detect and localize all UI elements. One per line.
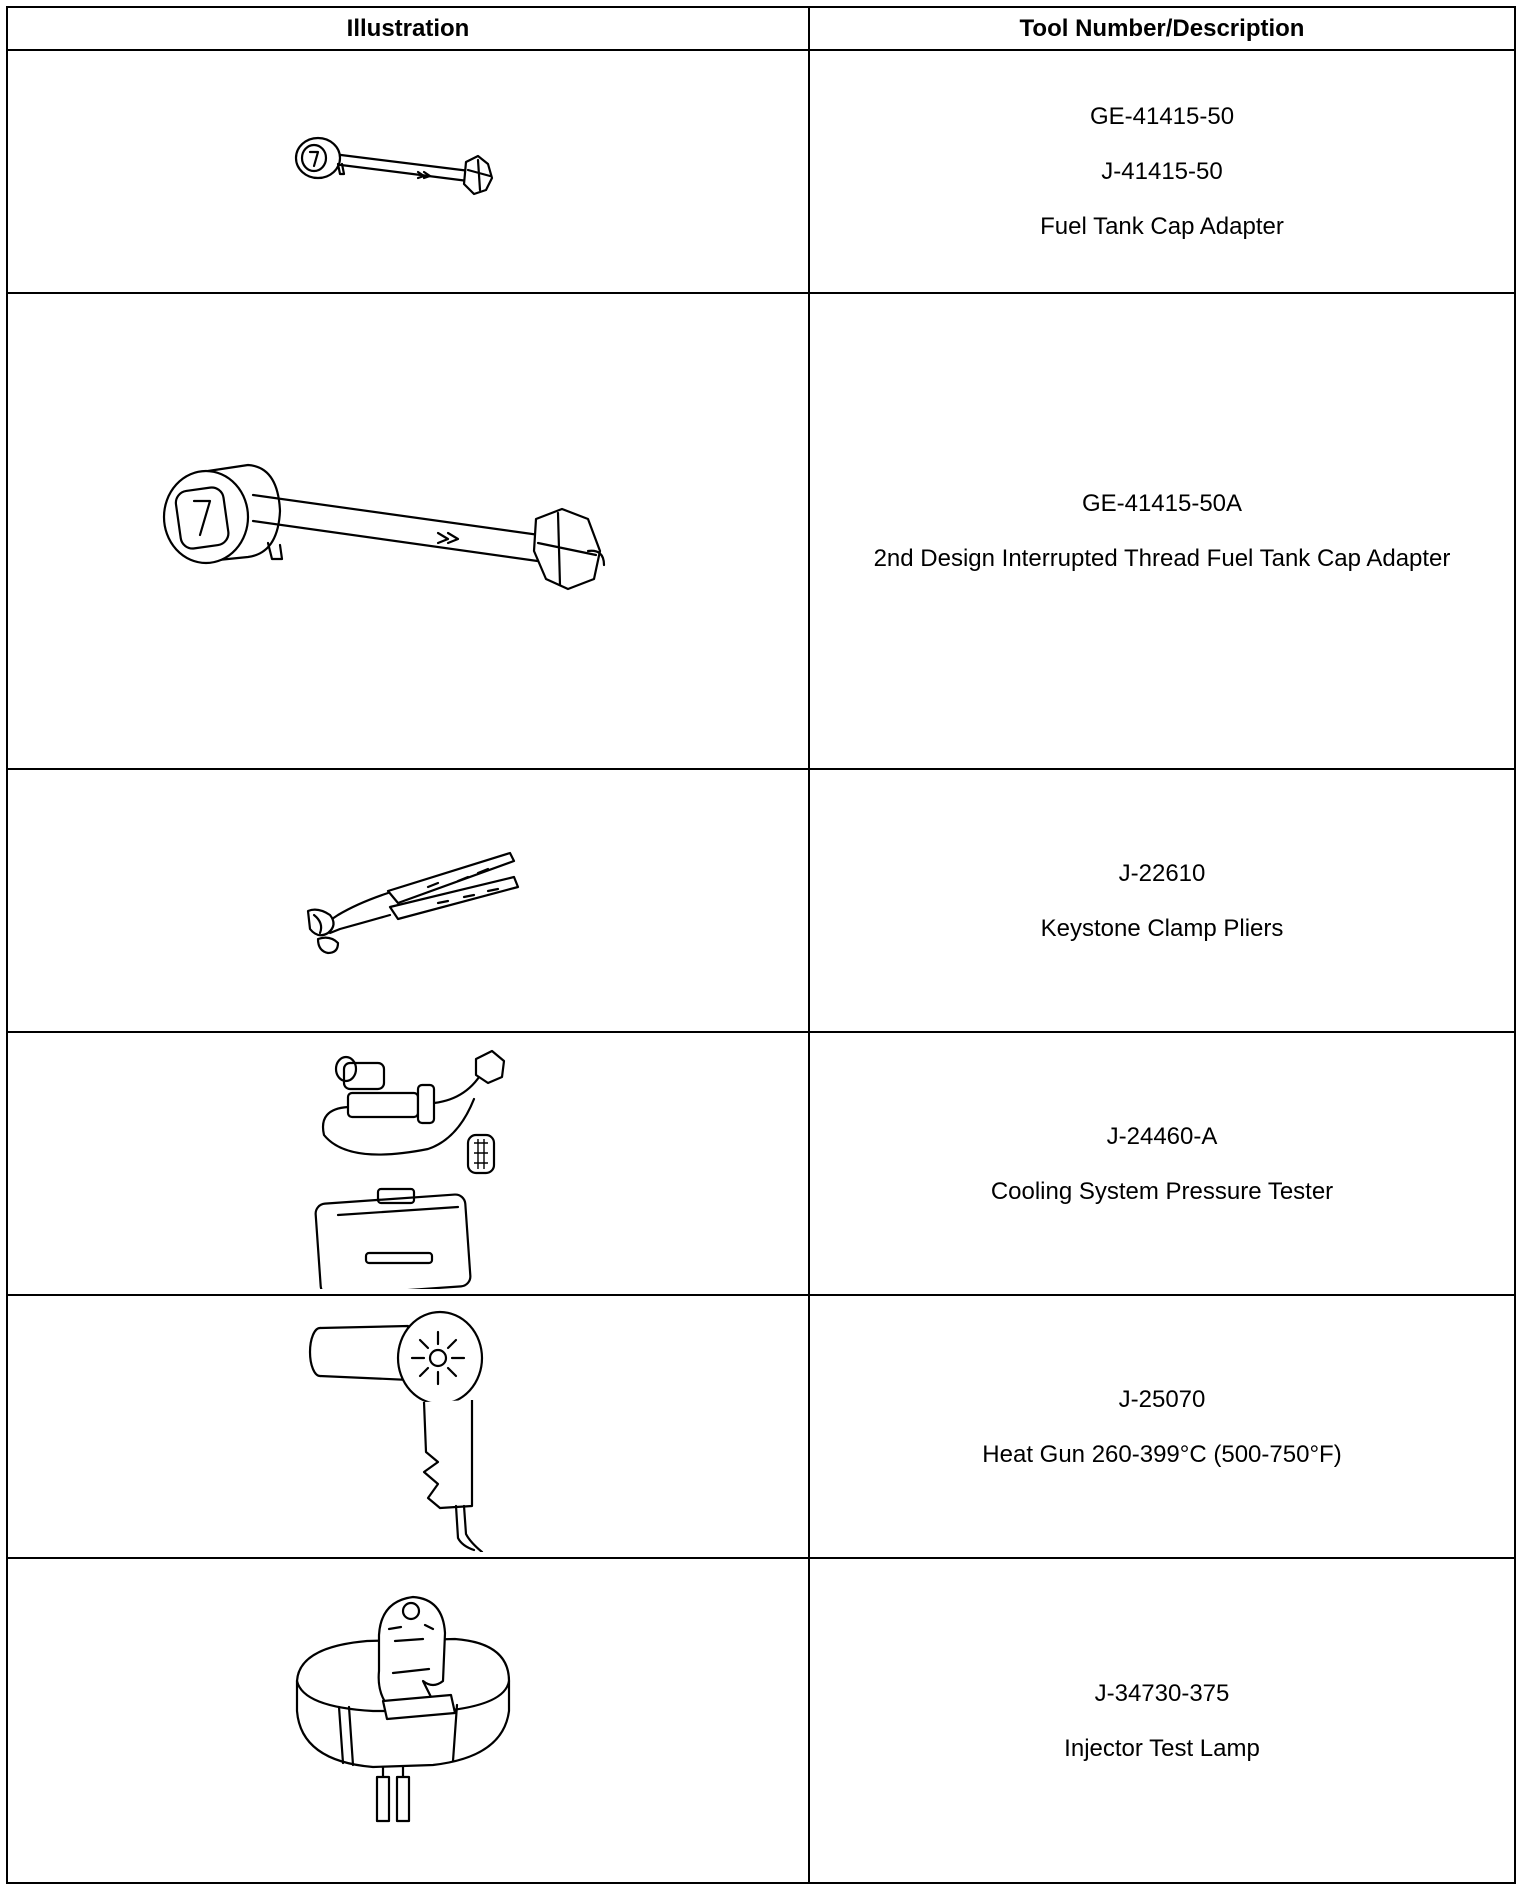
table-row [7, 1295, 1515, 1558]
tool-description: Heat Gun 260-399°C (500-750°F) [982, 1440, 1342, 1468]
heat-gun-icon [298, 1302, 518, 1552]
tool-description: Cooling System Pressure Tester [990, 1177, 1334, 1205]
tool-description: Fuel Tank Cap Adapter [1040, 213, 1284, 240]
illustration-cell [7, 1295, 809, 1558]
tool-number: J-34730-375 [1094, 1679, 1230, 1707]
tool-number-alt: J-41415-50 [1101, 158, 1223, 185]
header-illustration: Illustration [7, 7, 809, 50]
special-tools-table [6, 6, 1516, 1884]
table-row [7, 293, 1515, 769]
header-tool-number-description: Tool Number/Description [809, 7, 1515, 50]
tool-description: Keystone Clamp Pliers [1040, 914, 1284, 942]
illustration-cell [7, 769, 809, 1032]
tool-number: J-22610 [1118, 859, 1206, 887]
tool-description-cell [809, 769, 1515, 1032]
tool-description: 2nd Design Interrupted Thread Fuel Tank Cap Adapter [873, 545, 1451, 572]
table-row [7, 769, 1515, 1032]
tool-number: GE-41415-50A [1081, 490, 1243, 517]
illustration-cell [7, 1032, 809, 1295]
tool-description: Injector Test Lamp [1064, 1734, 1260, 1762]
illustration-cell [7, 50, 809, 293]
fuel-tank-cap-adapter-2nd-design-icon [148, 431, 668, 631]
tool-description-cell [809, 50, 1515, 293]
tool-description-cell [809, 1032, 1515, 1295]
header-row [7, 7, 1515, 50]
injector-test-lamp-icon [283, 1581, 533, 1831]
tool-description-cell [809, 1558, 1515, 1883]
tool-description-cell [809, 293, 1515, 769]
illustration-cell [7, 1558, 809, 1883]
table-row [7, 1032, 1515, 1295]
table-row [7, 50, 1515, 293]
table-row [7, 1558, 1515, 1883]
tool-number: J-24460-A [1106, 1122, 1218, 1150]
illustration-cell [7, 293, 809, 769]
tool-description-cell [809, 1295, 1515, 1558]
tool-number: J-25070 [1118, 1385, 1206, 1413]
keystone-clamp-pliers-icon [278, 811, 538, 961]
tool-number: GE-41415-50 [1089, 103, 1235, 130]
fuel-tank-cap-adapter-icon [278, 112, 538, 232]
cooling-system-pressure-tester-icon [288, 1039, 528, 1289]
